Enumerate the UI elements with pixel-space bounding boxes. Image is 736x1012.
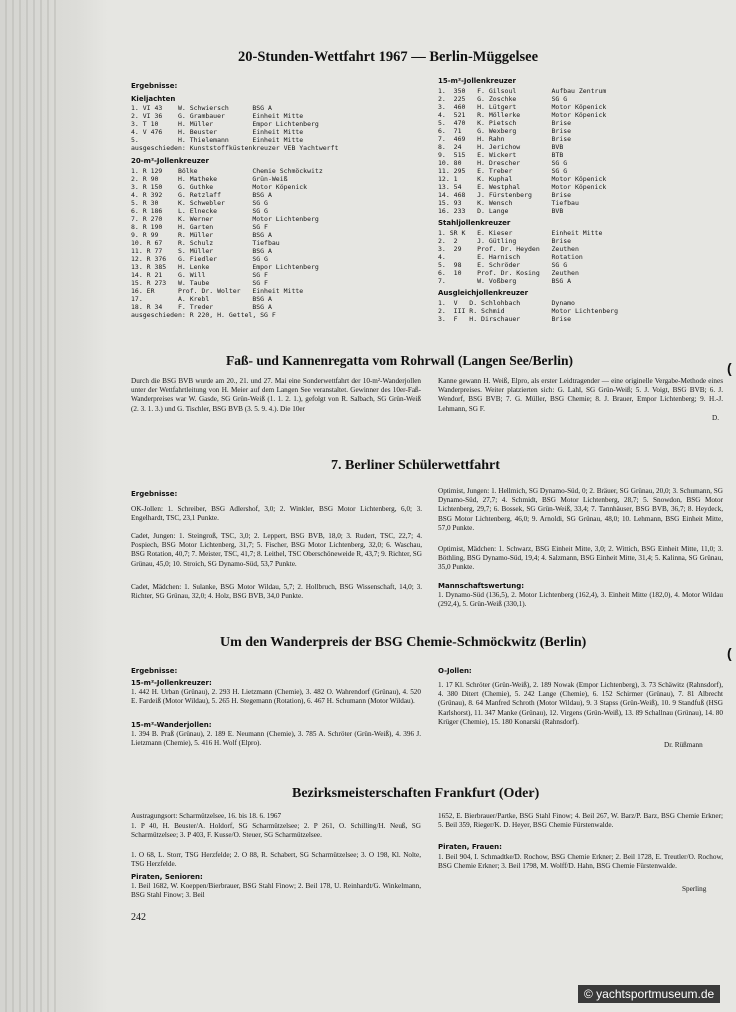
table-row: 7. W. Voßberg BSG A <box>438 277 572 285</box>
bezirk-signature: Sperling <box>682 885 707 893</box>
wanderpreis-ojollen: 1. 17 Kl. Schröter (Grün-Weiß), 2. 189 Nowak (Empor Lichtenberg), 3. 73 Schäwitz (Rahnsdorf), 4. 380 Ditert (Chemie), 5. 242 Lange (Chemie), 6. 152 Schirmer (Grünau), 7. 81 Albrecht (Grünau), 8. 64 Manfred Schroth (Motor Wildau), 9. 3 Stapss (Grün-Weiß), 10. 9 Standfuß (HSG Karlshorst), 11. 347 Manke (Grünau), 12. Virgens (Grün-Weiß), 13. 89 Schallnau (Grünau), 14. 80 Krüger (Chemie), 15. 180 Konarski (Rahnsdorf). <box>438 681 723 726</box>
heading-fass: Faß- und Kannenregatta vom Rohrwall (Langen See/Berlin) <box>226 353 574 368</box>
bezirk-results-2: 1. O 68, L. Storr, TSG Herzfelde; 2. O 88, R. Schabert, SG Scharmützelsee; 3. O 198, Kl. Nolte, TSG Herzfelde. <box>131 851 421 869</box>
fass-text-right: Kanne gewann H. Weiß, Elpro, als erster Leidtragender — eine originelle Vergabe-Methode eines Wanderpreises. Weiter platzierten sich: G. Lahl, SG Grün-Weiß; 5. J. Voigt, BSG BVB; 6. J. Wendorf, BSG BVB; 7. G. Müller, BSG Chemie; 8. J. Brauer, Empor Lichtenberg; 9. H.-J. Lehmann, SG F. <box>438 377 723 413</box>
table-row: 1. VI 43 W. Schwiersch BSG A <box>131 104 272 112</box>
bezirk-results-1: 1. P 40, H. Beuster/A. Holdorf, SG Scharmützelsee; 2. P 261, O. Schilling/H. Neuß, SG Scharmützelsee; 3. P 403, F. Kusse/O. Steuer, SG Scharmützelsee. <box>131 822 421 840</box>
table-row: 14. 468 J. Fürstenberg Brise <box>438 191 572 199</box>
table-row: 9. R 99 R. Müller BSG A <box>131 231 272 239</box>
wanderpreis-signature: Dr. Rüßmann <box>664 741 703 749</box>
jk20-title: 20-m²-Jollenkreuzer <box>131 157 209 165</box>
table-row: 2. R 90 H. Matheke Grün-Weiß <box>131 175 288 183</box>
table-row: 2. 2 J. Gütling Brise <box>438 237 572 245</box>
table-row: 9. 515 E. Wickert BTB <box>438 151 564 159</box>
bezirk-piraten-senioren: 1. Beil 1682, W. Koeppen/Bierbrauer, BSG Stahl Finow; 2. Beil 178, U. Reinhardt/G. Winkelmann, BSG Stahl Finow; 3. Beil <box>131 882 421 900</box>
table-row: 10. R 67 R. Schulz Tiefbau <box>131 239 280 247</box>
kieljachten-title: Kieljachten <box>131 95 176 103</box>
table-row: 3. R 150 G. Guthke Motor Köpenick <box>131 183 308 191</box>
table-row: 11. 295 E. Treber SG G <box>438 167 568 175</box>
wanderpreis-ojollen-title: O-Jollen: <box>438 667 472 675</box>
schueler-ergebnisse: Ergebnisse: <box>131 490 178 498</box>
table-row: 1. 350 F. Gilsoul Aufbau Zentrum <box>438 87 607 95</box>
table-row: 6. 10 Prof. Dr. Kosing Zeuthen <box>438 269 579 277</box>
table-row: 2. VI 36 G. Grambauer Einheit Mitte <box>131 112 304 120</box>
table-row: 1. SR K E. Kieser Einheit Mitte <box>438 229 603 237</box>
wettfahrt-ergebnisse: Ergebnisse: <box>131 82 178 90</box>
table-row: 18. R 34 F. Treder BSG A <box>131 303 272 311</box>
table-row: 7. 469 H. Rahn Brise <box>438 135 572 143</box>
table-row: 5. H. Thielemann Einheit Mitte <box>131 136 304 144</box>
table-row: 1. V D. Schlohbach Dynamo <box>438 299 575 307</box>
heading-wanderpreis: Um den Wanderpreis der BSG Chemie-Schmöckwitz (Berlin) <box>220 635 587 650</box>
bezirk-results-right: 1652, E. Bierbrauer/Partke, BSG Stahl Finow; 4. Beil 267, W. Barz/P. Barz, BSG Chemie Erkner; 5. Beil 359, Rieger/K. D. Heyer, BSG Chemie Fürstenwalde. <box>438 812 723 830</box>
jk15-title: 15-m²-Jollenkreuzer <box>438 77 516 85</box>
table-row: 7. R 270 K. Werner Motor Lichtenberg <box>131 215 319 223</box>
table-row: 12. 1 K. Kuphal Motor Köpenick <box>438 175 607 183</box>
table-row: 14. R 21 G. Will SG F <box>131 271 268 279</box>
table-row: 8. 24 H. Jerichow BVB <box>438 143 564 151</box>
schueler-optimist-maedchen: Optimist, Mädchen: 1. Schwarz, BSG Einheit Mitte, 3,0; 2. Wittich, BSG Einheit Mitte, 11,0; 3. Böthling, BSG Dynamo-Süd, 19,4; 4. Salzmann, BSG Einheit Mitte, 31,4; 5. Kalinna, SG Grünau, 35,0 Punkte. <box>438 545 723 572</box>
table-row: 5. R 30 K. Schwebler SG G <box>131 199 268 207</box>
table-row: 12. R 376 G. Fiedler SG G <box>131 255 268 263</box>
table-row: 6. R 186 L. Elnecke SG G <box>131 207 268 215</box>
schueler-optimist-jungen: Optimist, Jungen: 1. Hellmich, SG Dynamo-Süd, 0; 2. Bräuer, SG Grünau, 20,0; 3. Schumann, SG Dynamo-Süd, 27,7; 4. Schmidt, BSG Motor Lichtenberg, 28,7; 5. Snowdon, BSG Motor Lichtenberg, 29,7; 6. Bossek, SG Grün-Weiß, 33,4; 7. Tannhäuser, BSG BVB, 36,7; 8. Heydeck, BSG Motor Lichtenberg, 46,0; 9. Arnoldi, SG Grünau, 48,0; 10. Lehmann, BSG Einheit Mitte, 57,0 Punkte. <box>438 487 723 532</box>
table-row: 1. R 129 Bölke Chemie Schmöckwitz <box>131 167 323 175</box>
heading-schueler: 7. Berliner Schülerwettfahrt <box>331 458 500 473</box>
schueler-mannschaft-title: Mannschaftswertung: <box>438 582 525 590</box>
heading-wettfahrt: 20-Stunden-Wettfahrt 1967 — Berlin-Müggelsee <box>238 49 539 65</box>
bezirk-piraten-senioren-title: Piraten, Senioren: <box>131 873 203 881</box>
stahl-title: Stahljollenkreuzer <box>438 219 511 227</box>
table-row: 5. 470 K. Pietsch Brise <box>438 119 572 127</box>
right-margin-mark: ( <box>727 645 732 661</box>
table-row: 3. 29 Prof. Dr. Heyden Zeuthen <box>438 245 579 253</box>
kieljachten-note: ausgeschieden: Kunststoffküstenkreuzer VEB Yachtwerft <box>131 144 339 152</box>
bezirk-austragungsort: Austragungsort: Scharmützelsee, 16. bis 18. 6. 1967 <box>131 812 282 820</box>
table-row: 16. 233 D. Lange BVB <box>438 207 564 215</box>
table-row: 2. 225 G. Zoschke SG G <box>438 95 568 103</box>
wanderpreis-wj15: 1. 394 B. Praß (Grünau), 2. 189 E. Neumann (Chemie), 3. 785 A. Schröter (Grün-Weiß), 4. 396 J. Lietzmann (Chemie), 5. 416 H. Wolf (Elpro). <box>131 730 421 748</box>
page-edge-lines <box>0 0 62 1012</box>
table-row: 16. ER Prof. Dr. Wolter Einheit Mitte <box>131 287 304 295</box>
heading-bezirk: Bezirksmeisterschaften Frankfurt (Oder) <box>292 786 540 801</box>
bezirk-piraten-frauen-title: Piraten, Frauen: <box>438 843 502 851</box>
schueler-mannschaft: 1. Dynamo-Süd (136,5), 2. Motor Lichtenberg (162,4), 3. Einheit Mitte (182,0), 4. Motor Wildau (292,4), 5. Grün-Weiß (330,1). <box>438 591 723 609</box>
fass-text-left: Durch die BSG BVB wurde am 20., 21. und 27. Mai eine Sonderwettfahrt der 10-m²-Wanderjollen unter der Wettfahrtleitung von H. Meier auf dem Langen See veranstaltet. Gewinner des 10er-Faß-Wanderpreises war W. Gasde, SG Grün-Weiß (1. 1. 2. 1.), gefolgt von R. Salbach, SG Grün-Weiß (2. 3. 1. 3.) und G. Tischler, BSG BVB (3. 5. 9. 4.). Die 10er <box>131 377 421 413</box>
schueler-cadet-maedchen: Cadet, Mädchen: 1. Sulanke, BSG Motor Wildau, 5,7; 2. Hollbruch, BSG Wissenschaft, 14,0; 3. Richter, SG Grünau, 32,0; 4. Holz, BSG BVB, 34,0 Punkte. <box>131 583 422 601</box>
table-row: 2. III R. Schmid Motor Lichtenberg <box>438 307 619 315</box>
table-row: 4. 521 R. Möllerke Motor Köpenick <box>438 111 607 119</box>
table-row: 5. 98 E. Schröder SG G <box>438 261 568 269</box>
jk20-note: ausgeschieden: R 220, H. Gettel, SG F <box>131 311 276 319</box>
table-row: 13. R 385 H. Lenke Empor Lichtenberg <box>131 263 319 271</box>
right-margin-mark: ( <box>727 360 732 376</box>
bezirk-piraten-frauen: 1. Beil 904, I. Schmadtke/D. Rochow, BSG Chemie Erkner; 2. Beil 1728, E. Treutler/O. Rochow, BSG Chemie Erkner; 3. Beil 1798, M. Wolff/D. Hahn, BSG Chemie Fürstenwalde. <box>438 853 723 871</box>
table-row: 4. E. Harnisch Rotation <box>438 253 583 261</box>
table-row: 3. T 10 H. Müller Empor Lichtenberg <box>131 120 319 128</box>
table-row: 4. R 392 G. Retzlaff BSG A <box>131 191 272 199</box>
table-row: 15. R 273 W. Taube SG F <box>131 279 268 287</box>
table-row: 3. F H. Dirschauer Brise <box>438 315 572 323</box>
schueler-cadet-jungen: Cadet, Jungen: 1. Steingroß, TSC, 3,0; 2. Leppert, BSG BVB, 18,0; 3. Rudert, TSC, 22,7; 4. Pospiech, BSG Motor Lichtenberg, 31,7; 5. Fischer, BSG Motor Lichtenberg, 32,0; 6. Waschau, BSG Rotation, 40,7; 7. Meister, TSC, 41,7; 8. Leithel, TSC Oberschöneweide R, 43,7; 9. Richter, SG Grünau, 45,0; 10. Stroich, SG Dynamo-Süd, 53,7 Punkte. <box>131 532 422 568</box>
wanderpreis-ergebnisse: Ergebnisse: <box>131 667 178 675</box>
table-row: 3. 460 H. Lütgert Motor Köpenick <box>438 103 607 111</box>
wanderpreis-wj15-title: 15-m²-Wanderjollen: <box>131 721 212 729</box>
table-row: 13. 54 E. Westphal Motor Köpenick <box>438 183 607 191</box>
schueler-ok-jollen: OK-Jollen: 1. Schreiber, BSG Adlershof, 3,0; 2. Winkler, BSG Motor Lichtenberg, 6,0; 3. Engelhardt, TSC, 23,1 Punkte. <box>131 505 422 523</box>
table-row: 11. R 77 S. Müller BSG A <box>131 247 272 255</box>
table-row: 4. V 476 H. Beuster Einheit Mitte <box>131 128 304 136</box>
page-number: 242 <box>131 912 146 923</box>
table-row: 10. 80 H. Drescher SG G <box>438 159 568 167</box>
wanderpreis-jk15: 1. 442 H. Urban (Grünau), 2. 293 H. Lietzmann (Chemie), 3. 482 O. Wahrendorf (Grünau), 4. 520 E. Fardeiß (Motor Wildau), 5. 265 H. Stegemann (Rotation), 6. 467 H. Schumann (Motor Wildau). <box>131 688 421 706</box>
table-row: 17. A. Krebl BSG A <box>131 295 272 303</box>
table-row: 6. 71 G. Wexberg Brise <box>438 127 572 135</box>
fass-signature: D. <box>712 414 719 422</box>
ausgleich-title: Ausgleichjollenkreuzer <box>438 289 529 297</box>
table-row: 15. 93 K. Wensch Tiefbau <box>438 199 579 207</box>
watermark: © yachtsportmuseum.de <box>578 985 720 1003</box>
table-row: 8. R 190 H. Garten SG F <box>131 223 268 231</box>
wanderpreis-jk15-title: 15-m²-Jollenkreuzer: <box>131 679 212 687</box>
